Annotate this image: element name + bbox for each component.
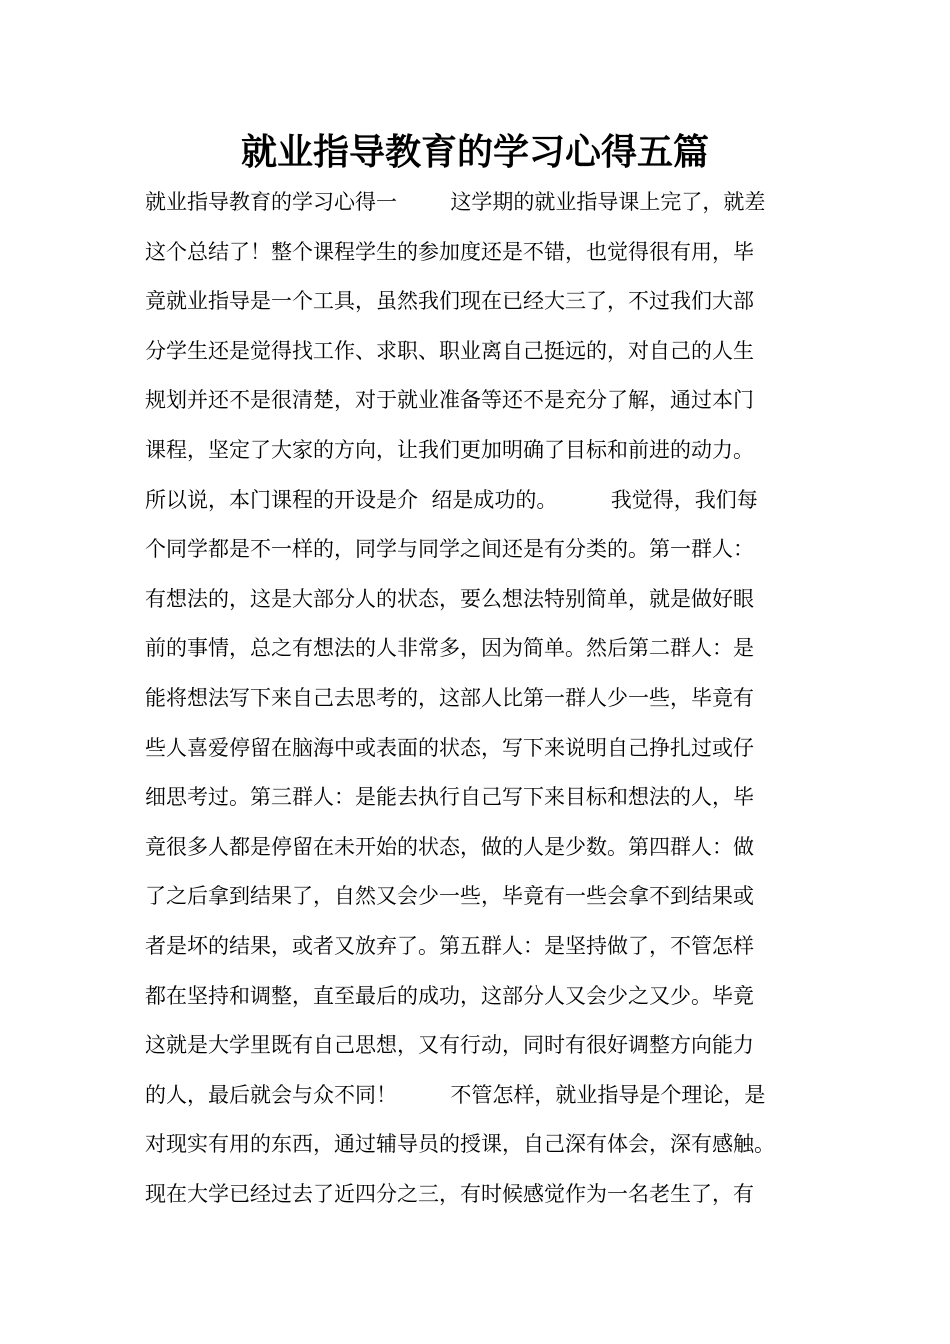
text-line-13: 细思考过。第三群人：是能去执行自己写下来目标和想法的人，毕	[145, 785, 754, 810]
text-line-9: 有想法的，这是大部分人的状态，要么想法特别简单，就是做好眼	[145, 586, 754, 611]
text-line-2: 这个总结了！整个课程学生的参加度还是不错，也觉得很有用，毕	[145, 239, 754, 264]
text-line-15: 了之后拿到结果了，自然又会少一些，毕竟有一些会拿不到结果或	[145, 884, 754, 909]
text-line-10: 前的事情，总之有想法的人非常多，因为简单。然后第二群人：是	[145, 636, 754, 661]
text-line-20: 对现实有用的东西，通过辅导员的授课，自己深有体会，深有感触。	[145, 1132, 775, 1157]
text-line-18: 这就是大学里既有自己思想，又有行动，同时有很好调整方向能力	[145, 1033, 754, 1058]
text-line-16: 者是坏的结果，或者又放弃了。第五群人：是坚持做了，不管怎样	[145, 933, 754, 958]
text-line-21: 现在大学已经过去了近四分之三，有时候感觉作为一名老生了，有	[145, 1181, 754, 1206]
text-line-3: 竟就业指导是一个工具，虽然我们现在已经大三了，不过我们大部	[145, 289, 754, 314]
text-line-6: 课程，坚定了大家的方向，让我们更加明确了目标和前进的动力。	[145, 437, 754, 462]
text-line-17: 都在坚持和调整，直至最后的成功，这部分人又会少之又少。毕竟	[145, 983, 754, 1008]
document-title: 就业指导教育的学习心得五篇	[240, 132, 709, 173]
text-line-4: 分学生还是觉得找工作、求职、职业离自己挺远的，对自己的人生	[145, 338, 754, 363]
document-body	[145, 178, 825, 1219]
text-line-8: 个同学都是不一样的，同学与同学之间还是有分类的。第一群人：	[145, 537, 754, 562]
text-line-5: 规划并还不是很清楚，对于就业准备等还不是充分了解，通过本门	[145, 388, 754, 413]
text-line-1: 就业指导教育的学习心得一 这学期的就业指导课上完了，就差	[145, 190, 766, 214]
text-line-11: 能将想法写下来自己去思考的，这部人比第一群人少一些，毕竟有	[145, 685, 754, 710]
text-line-7: 所以说，本门课程的开设是介 绍是成功的。 我觉得，我们每	[145, 487, 758, 512]
text-line-14: 竟很多人都是停留在未开始的状态，做的人是少数。第四群人：做	[145, 834, 754, 859]
text-line-19: 的人，最后就会与众不同！ 不管怎样，就业指导是个理论，是	[145, 1082, 766, 1107]
text-line-12: 些人喜爱停留在脑海中或表面的状态，写下来说明自己挣扎过或仔	[145, 735, 754, 760]
